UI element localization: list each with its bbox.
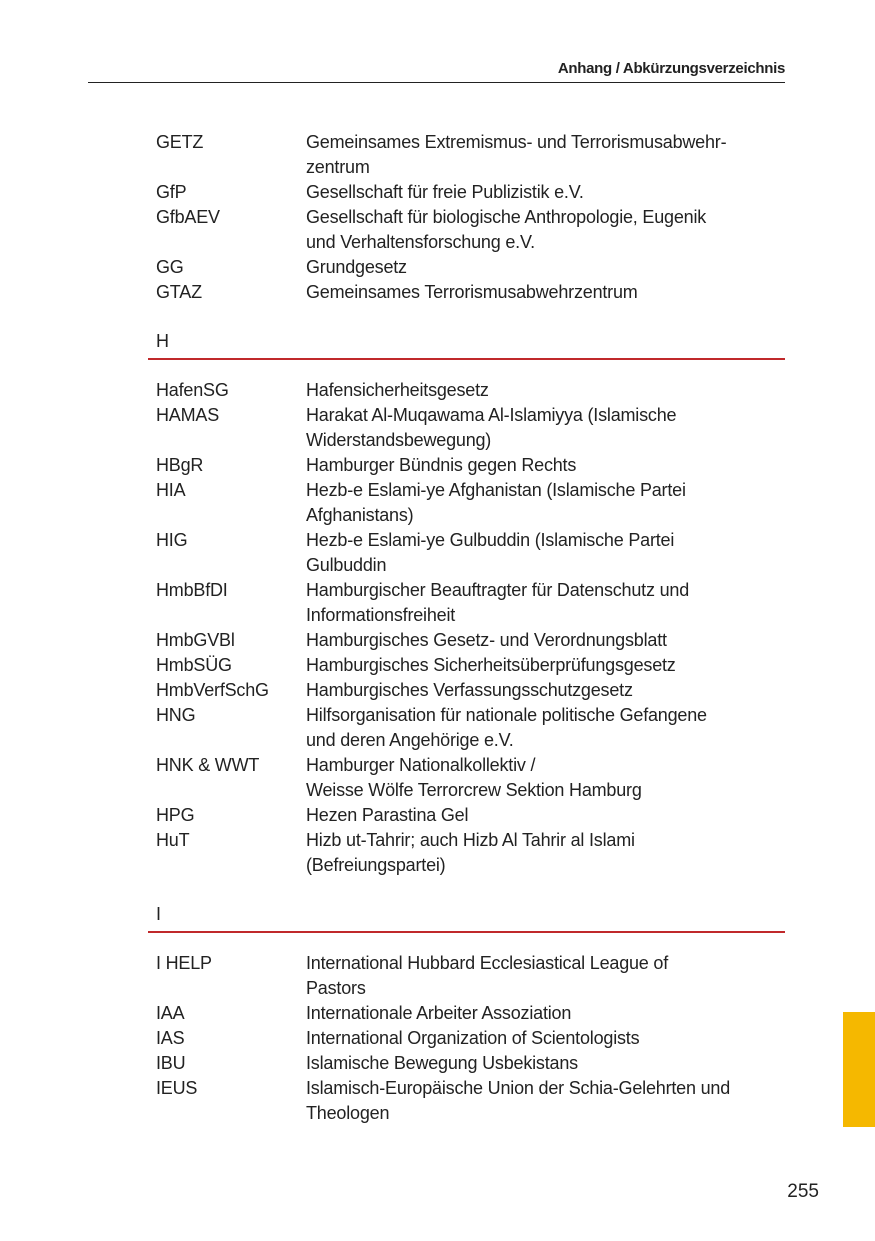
list-item bbox=[156, 280, 785, 305]
section-heading bbox=[156, 329, 785, 360]
list-item bbox=[156, 130, 785, 180]
expansion: Hafensicherheitsgesetz bbox=[306, 380, 489, 400]
thumb-index-tab bbox=[843, 1012, 875, 1127]
abbreviation-list bbox=[156, 130, 785, 1126]
list-item bbox=[156, 951, 785, 1001]
abbreviation: GG bbox=[156, 257, 184, 277]
abbreviation: HNG bbox=[156, 705, 196, 725]
expansion: Grundgesetz bbox=[306, 257, 407, 277]
list-item bbox=[156, 578, 785, 628]
list-item bbox=[156, 478, 785, 528]
expansion: Internationale Arbeiter Assoziation bbox=[306, 1003, 572, 1023]
section-h bbox=[156, 329, 785, 878]
list-item bbox=[156, 453, 785, 478]
running-title: Anhang / Abkürzungsverzeichnis bbox=[557, 60, 785, 77]
abbreviation: HNK & WWT bbox=[156, 755, 260, 775]
section-heading bbox=[156, 902, 785, 933]
abbreviation: IBU bbox=[156, 1053, 186, 1073]
section-letter: H bbox=[156, 331, 169, 351]
list-item bbox=[156, 378, 785, 403]
expansion: Hizb ut-Tahrir; auch Hizb Al Tahrir al Islami (Befreiungspartei) bbox=[306, 830, 635, 875]
abbreviation: HafenSG bbox=[156, 380, 229, 400]
expansion: Hamburgisches Verfassungsschutzgesetz bbox=[306, 680, 633, 700]
list-item bbox=[156, 703, 785, 753]
list-item bbox=[156, 1076, 785, 1126]
abbreviation: IEUS bbox=[156, 1078, 198, 1098]
list-item bbox=[156, 1026, 785, 1051]
list-item bbox=[156, 528, 785, 578]
expansion: Gesellschaft für biologische Anthropologie, Eugenik und Verhaltensforschung e.V. bbox=[306, 207, 707, 252]
expansion: Islamische Bewegung Usbekistans bbox=[306, 1053, 578, 1073]
expansion: Hamburger Bündnis gegen Rechts bbox=[306, 455, 577, 475]
expansion: Islamisch-Europäische Union der Schia-Gelehrten und Theologen bbox=[306, 1078, 731, 1123]
expansion: Gesellschaft für freie Publizistik e.V. bbox=[306, 182, 584, 202]
expansion: Hamburgischer Beauftragter für Datenschutz und Informationsfreiheit bbox=[306, 580, 690, 625]
list-item bbox=[156, 255, 785, 280]
expansion: Hilfsorganisation für nationale politische Gefangene und deren Angehörige e.V. bbox=[306, 705, 707, 750]
running-header bbox=[88, 60, 785, 83]
abbreviation: HmbVerfSchG bbox=[156, 680, 269, 700]
list-item bbox=[156, 653, 785, 678]
section-divider bbox=[148, 931, 785, 933]
expansion: Hamburger Nationalkollektiv / Weisse Wölfe Terrorcrew Sektion Hamburg bbox=[306, 755, 642, 800]
abbreviation: I HELP bbox=[156, 953, 212, 973]
expansion: Gemeinsames Terrorismusabwehrzentrum bbox=[306, 282, 638, 302]
abbreviation: HmbBfDI bbox=[156, 580, 228, 600]
expansion: International Organization of Scientologists bbox=[306, 1028, 640, 1048]
list-item bbox=[156, 828, 785, 878]
abbreviation: GETZ bbox=[156, 132, 204, 152]
abbreviation: HmbGVBl bbox=[156, 630, 235, 650]
entry-list-g bbox=[156, 130, 785, 305]
page-number: 255 bbox=[787, 1181, 819, 1202]
list-item bbox=[156, 205, 785, 255]
section-divider bbox=[148, 358, 785, 360]
list-item bbox=[156, 753, 785, 803]
abbreviation: HIG bbox=[156, 530, 188, 550]
expansion: Hezb-e Eslami-ye Afghanistan (Islamische Partei Afghanistans) bbox=[306, 480, 686, 525]
list-item bbox=[156, 403, 785, 453]
expansion: Hezb-e Eslami-ye Gulbuddin (Islamische Partei Gulbuddin bbox=[306, 530, 675, 575]
list-item bbox=[156, 628, 785, 653]
abbreviation: GTAZ bbox=[156, 282, 202, 302]
abbreviation: IAS bbox=[156, 1028, 185, 1048]
entry-list-h bbox=[156, 378, 785, 878]
expansion: International Hubbard Ecclesiastical League of Pastors bbox=[306, 953, 669, 998]
abbreviation: HmbSÜG bbox=[156, 655, 232, 675]
abbreviation: HAMAS bbox=[156, 405, 220, 425]
section-i bbox=[156, 902, 785, 1126]
list-item bbox=[156, 803, 785, 828]
abbreviation: HBgR bbox=[156, 455, 204, 475]
expansion: Hamburgisches Sicherheitsüberprüfungsgesetz bbox=[306, 655, 676, 675]
section-g bbox=[156, 130, 785, 305]
abbreviation: HIA bbox=[156, 480, 186, 500]
list-item bbox=[156, 678, 785, 703]
expansion: Hezen Parastina Gel bbox=[306, 805, 469, 825]
expansion: Harakat Al-Muqawama Al-Islamiyya (Islamische Widerstandsbewegung) bbox=[306, 405, 677, 450]
abbreviation: GfbAEV bbox=[156, 207, 220, 227]
list-item bbox=[156, 1001, 785, 1026]
list-item bbox=[156, 180, 785, 205]
abbreviation: IAA bbox=[156, 1003, 185, 1023]
expansion: Hamburgisches Gesetz- und Verordnungsblatt bbox=[306, 630, 667, 650]
abbreviation: HuT bbox=[156, 830, 190, 850]
abbreviation: HPG bbox=[156, 805, 195, 825]
entry-list-i bbox=[156, 951, 785, 1126]
list-item bbox=[156, 1051, 785, 1076]
abbreviation: GfP bbox=[156, 182, 187, 202]
expansion: Gemeinsames Extremismus- und Terrorismusabwehr- zentrum bbox=[306, 132, 727, 177]
section-letter: I bbox=[156, 904, 162, 924]
